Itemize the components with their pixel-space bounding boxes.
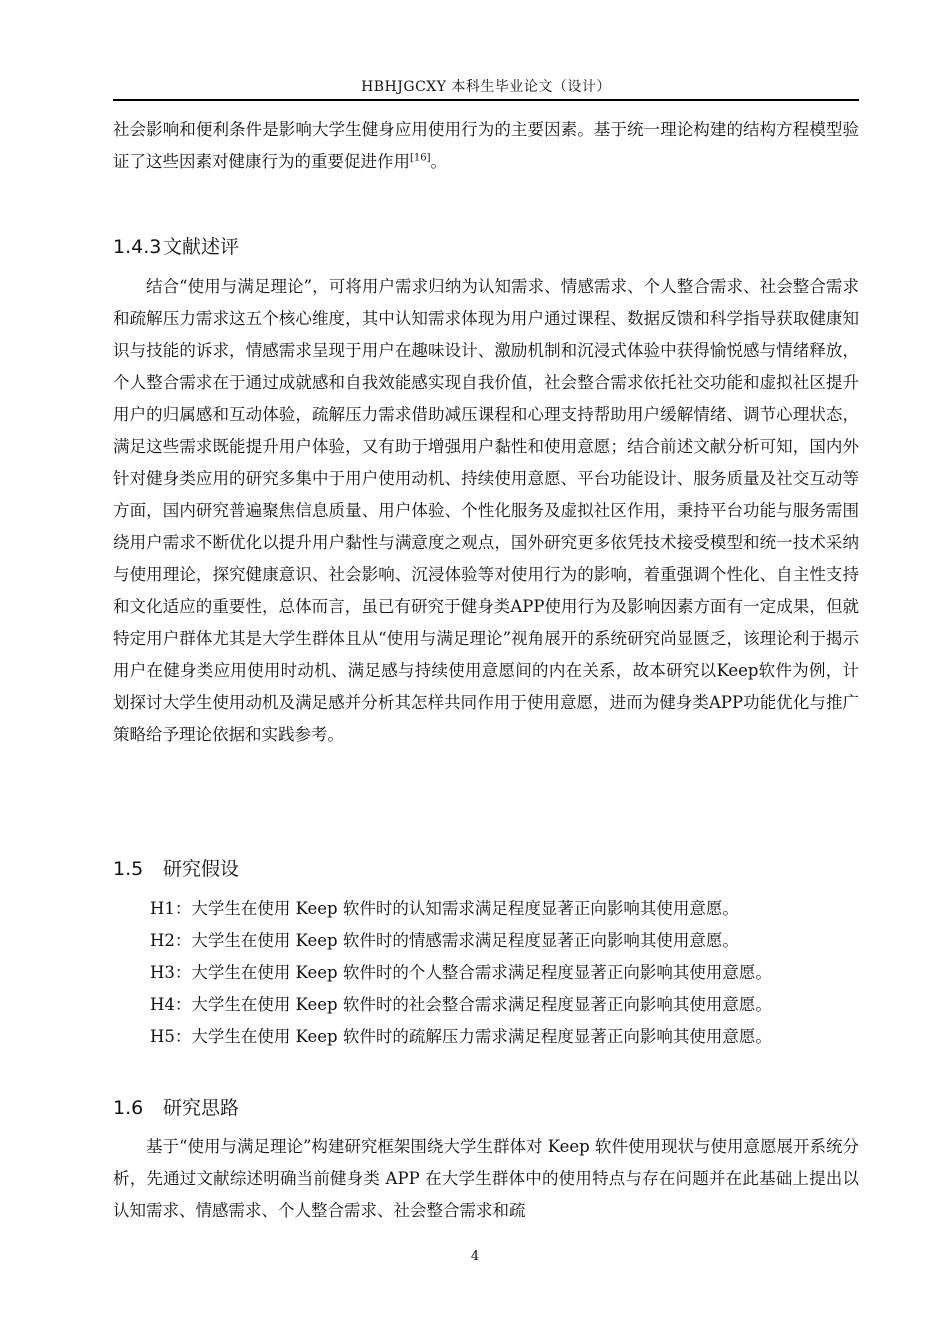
section-title: 研究思路 — [163, 1097, 240, 1119]
literature-review-paragraph: 结合“使用与满足理论”，可将用户需求归纳为认知需求、情感需求、个人整合需求、社会整合需求和疏解压力需求这五个核心维度，其中认知需求体现为用户通过课程、数据反馈和科学指导获取健康知识与技能的诉求，情感需求呈现于用户在趣味设计、激励机制和沉浸式体验中获得愉悦感与情绪释放，个人整合需求在于通过成就感和自我效能感实现自我价值，社会整合需求依托社交功能和虚拟社区提升用户的归属感和互动体验，疏解压力需求借助减压课程和心理支持帮助用户缓解情绪、调节心理状态，满足这些需求既能提升用户体验，又有助于增强用户黏性和使用意愿；结合前述文献分析可知，国内外针对健身类应用的研究多集中于用户使用动机、持续使用意愿、平台功能设计、服务质量及社交互动等方面，国内研究普遍聚焦信息质量、用户体验、个性化服务及虚拟社区作用，秉持平台功能与服务需围绕用户需求不断优化以提升用户黏性与满意度之观点，国外研究更多依凭技术接受模型和统一技术采纳与使用理论，探究健康意识、社会影响、沉浸体验等对使用行为的影响，着重强调个性化、自主性支持和文化适应的重要性，总体而言，虽已有研究于健身类APP使用行为及影响因素方面有一定成果，但就特定用户群体尤其是大学生群体且从“使用与满足理论”视角展开的系统研究尚显匮乏，该理论利于揭示用户在健身类应用使用时动机、满足感与持续使用意愿间的内在关系，故本研究以Keep软件为例，计划探讨大学生使用动机及满足感并分析其怎样共同作用于使用意愿，进而为健身类APP功能优化与推广策略给予理论依据和实践参考。 — [113, 277, 859, 744]
section-number: 1.6 — [113, 1097, 144, 1119]
section-heading-1-6 — [113, 1093, 239, 1120]
citation-16[interactable]: [16] — [410, 152, 431, 164]
hypothesis-list — [150, 893, 772, 1053]
page-number: 4 — [470, 1249, 480, 1264]
hypothesis-item: H5：大学生在使用 Keep 软件时的疏解压力需求满足程度显著正向影响其使用意愿。 — [150, 1027, 772, 1046]
intro-paragraph — [113, 114, 859, 178]
section-heading-1-4-3 — [113, 232, 239, 259]
section-number: 1.5 — [113, 858, 144, 880]
running-header: HBHJGCXY 本科生毕业论文（设计） — [361, 79, 611, 95]
section-title: 研究假设 — [163, 858, 240, 880]
research-approach-paragraph: 基于“使用与满足理论”构建研究框架围绕大学生群体对 Keep 软件使用现状与使用意愿展开系统分析，先通过文献综述明确当前健身类 APP 在大学生群体中的使用特点与存在问题并在此基础上提出以认知需求、情感需求、个人整合需求、社会整合需求和疏 — [113, 1137, 859, 1220]
intro-text: 社会影响和便利条件是影响大学生健身应用使用行为的主要因素。基于统一理论构建的结构方程模型验证了这些因素对健康行为的重要促进作用 — [113, 120, 859, 171]
section-heading-1-5 — [113, 854, 239, 881]
section-number: 1.4.3 — [113, 236, 162, 258]
hypothesis-item: H1：大学生在使用 Keep 软件时的认知需求满足程度显著正向影响其使用意愿。 — [150, 899, 739, 918]
hypothesis-item: H2：大学生在使用 Keep 软件时的情感需求满足程度显著正向影响其使用意愿。 — [150, 931, 739, 950]
intro-tail: 。 — [430, 152, 448, 171]
hypothesis-item: H3：大学生在使用 Keep 软件时的个人整合需求满足程度显著正向影响其使用意愿。 — [150, 963, 772, 982]
hypothesis-item: H4：大学生在使用 Keep 软件时的社会整合需求满足程度显著正向影响其使用意愿。 — [150, 995, 772, 1014]
section-title: 文献述评 — [163, 236, 240, 258]
header-rule — [113, 99, 859, 101]
